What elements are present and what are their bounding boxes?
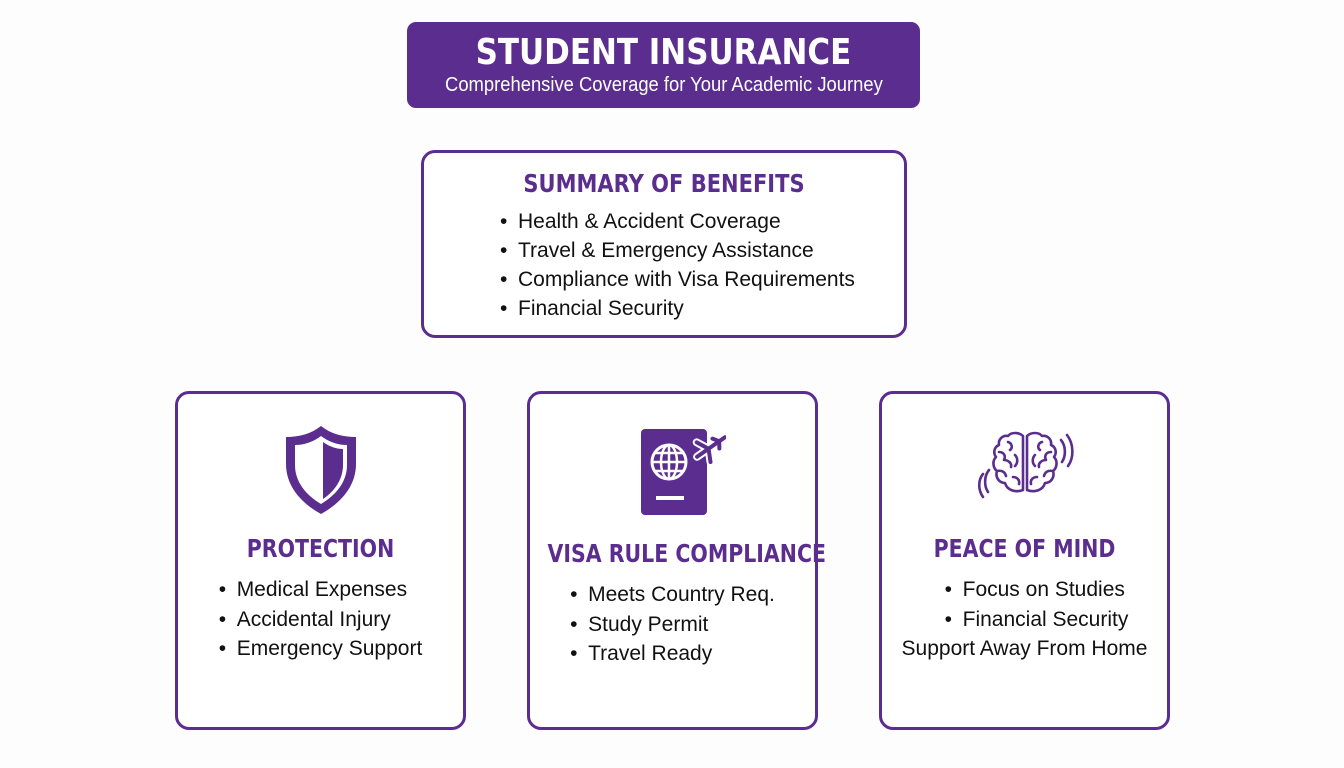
card-item: • Medical Expenses [219, 575, 423, 605]
card-item: • Financial Security [945, 605, 1129, 635]
summary-list [500, 207, 855, 323]
card-item-extra: Support Away From Home [901, 637, 1148, 660]
card-list [882, 575, 1167, 664]
summary-item: • Health & Accident Coverage [500, 207, 855, 236]
card-item: • Meets Country Req. [570, 580, 775, 610]
card-item: • Accidental Injury [219, 605, 423, 635]
card-item: • Focus on Studies [945, 575, 1129, 605]
card-list [178, 575, 463, 664]
card-title: PROTECTION [246, 534, 395, 563]
card-title: VISA RULE COMPLIANCE [547, 539, 827, 568]
summary-item: • Compliance with Visa Requirements [500, 265, 855, 294]
brain-icon [975, 430, 1075, 507]
visa-compliance-card [527, 391, 827, 730]
card-item: • Study Permit [570, 610, 775, 640]
page-title: STUDENT INSURANCE [475, 32, 852, 73]
summary-title: SUMMARY OF BENEFITS [523, 169, 805, 198]
card-title: PEACE OF MIND [933, 534, 1116, 563]
protection-card [175, 391, 466, 730]
summary-item: • Travel & Emergency Assistance [500, 236, 855, 265]
card-list [530, 580, 815, 669]
summary-of-benefits-box [421, 150, 907, 338]
header-banner [407, 22, 920, 108]
card-item: • Emergency Support [219, 634, 423, 664]
shield-icon [283, 424, 359, 521]
peace-of-mind-card [879, 391, 1170, 730]
page-subtitle: Comprehensive Coverage for Your Academic Journey [444, 74, 883, 96]
passport-plane-icon [636, 426, 726, 521]
card-item: • Travel Ready [570, 639, 775, 669]
summary-item: • Financial Security [500, 294, 855, 323]
